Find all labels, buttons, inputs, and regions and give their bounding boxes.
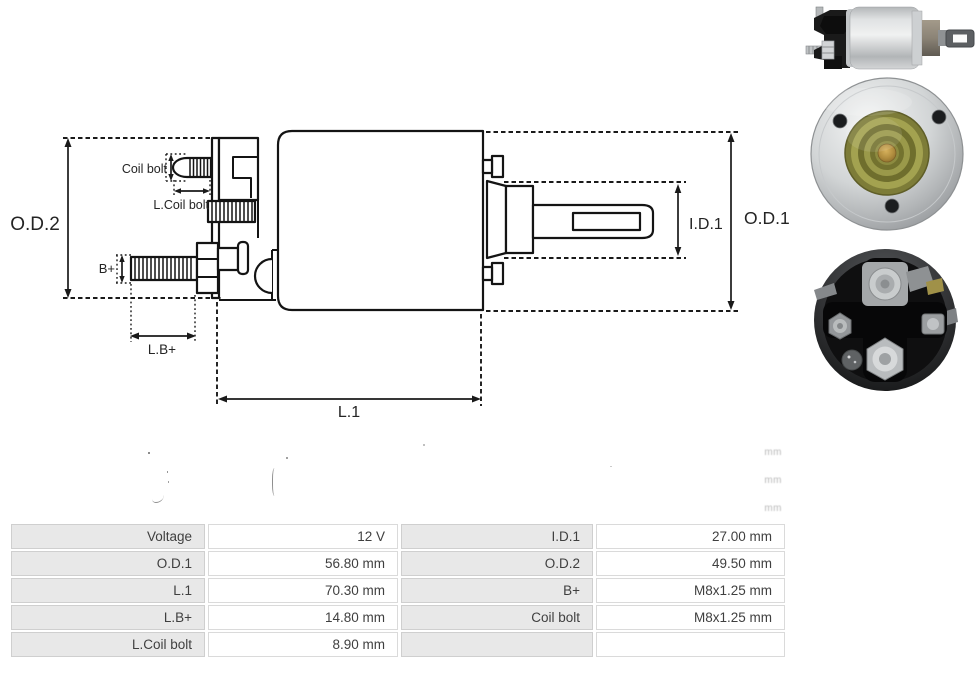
spec-label-cell: O.D.1 [11,551,205,576]
product-photo-front-view [806,76,970,232]
spec-value-cell: 8.90 mm [208,632,398,657]
solenoid-outline [131,131,653,310]
spec-row [11,578,785,603]
flange-hole [833,114,847,128]
spec-label-cell: L.B+ [11,605,205,630]
flange-hole [885,199,899,213]
spec-label-cell: B+ [401,578,593,603]
dim-label-l-coil-bolt: L.Coil bolt [153,198,209,212]
spec-label-cell: I.D.1 [401,524,593,549]
dim-label-l-b-plus: L.B+ [147,342,177,357]
spec-row [11,632,785,657]
spec-row [11,524,785,549]
specs-table [8,522,788,659]
spec-label-cell: O.D.2 [401,551,593,576]
dim-label-id1: I.D.1 [689,216,723,233]
product-photo-rear-view [810,246,960,398]
spec-value-cell: 56.80 mm [208,551,398,576]
spec-value-cell: M8x1.25 mm [596,578,785,603]
spec-value-cell: 14.80 mm [208,605,398,630]
coil-bolt-shape [173,158,211,177]
spec-label-cell: L.1 [11,578,205,603]
spec-label-cell: Voltage [11,524,205,549]
product-photo-side-view [800,0,976,78]
dim-label-coil-bolt: Coil bolt [121,162,167,176]
spec-label-cell [401,632,593,657]
dim-label-od1: O.D.1 [744,208,790,228]
faint-mm-artifact: mm [764,447,782,458]
dim-label-od2: O.D.2 [10,214,60,235]
spec-label-cell: L.Coil bolt [11,632,205,657]
spec-value-cell [596,632,785,657]
dim-label-b-plus: B+ [98,261,115,276]
flange-hole [932,110,946,124]
spec-value-cell: M8x1.25 mm [596,605,785,630]
dim-label-l1: L.1 [337,404,361,421]
spec-value-cell: 27.00 mm [596,524,785,549]
spec-value-cell: 49.50 mm [596,551,785,576]
spec-value-cell: 70.30 mm [208,578,398,603]
spec-label-cell: Coil bolt [401,605,593,630]
spec-row [11,605,785,630]
spec-row [11,551,785,576]
spec-value-cell: 12 V [208,524,398,549]
faint-mm-artifact: mm [764,475,782,486]
faint-mm-artifact: mm [764,503,782,514]
